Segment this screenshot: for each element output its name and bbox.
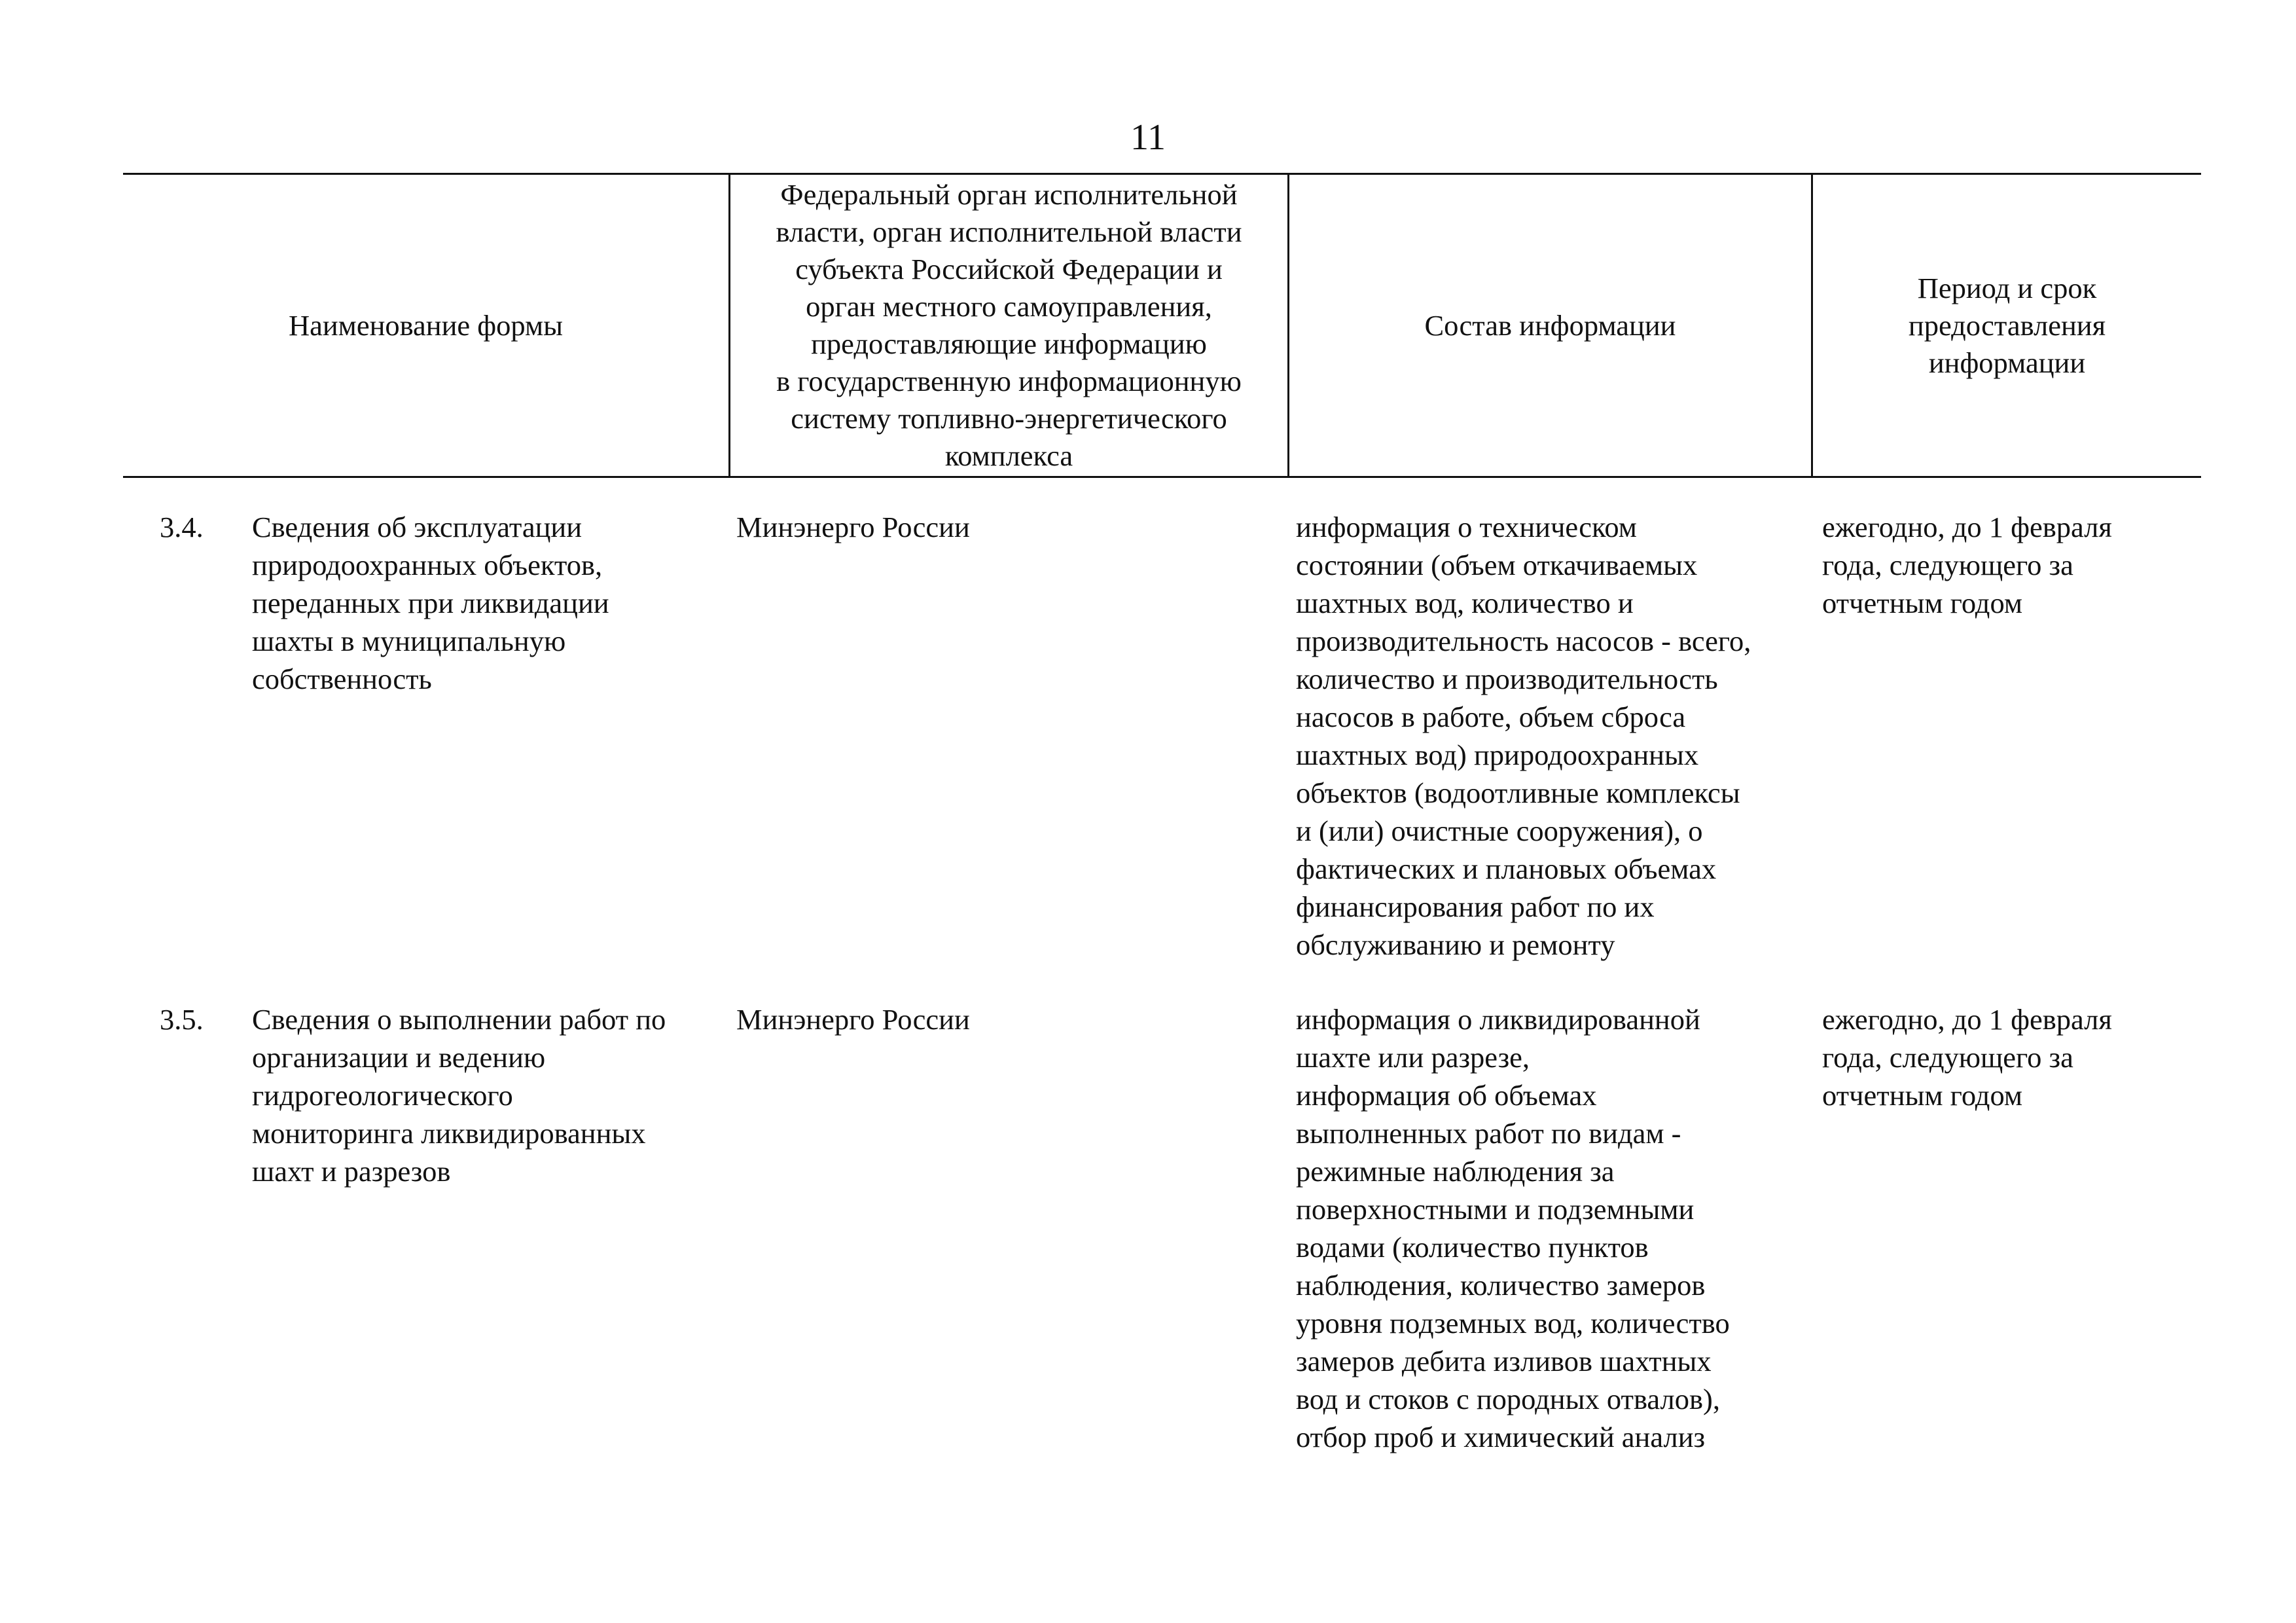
page-number: 11 xyxy=(1130,117,1166,158)
row-authority: Минэнерго России xyxy=(736,511,970,543)
table-row xyxy=(123,1000,2201,1472)
header-form-name xyxy=(123,175,728,476)
row-number: 3.4. xyxy=(160,511,204,543)
header-info-content xyxy=(1289,175,1813,476)
row-info-content: информация о ликвидированной шахте или разрезе, информация об объемах выполненных работ по видам - режимные наблюдения за поверхностными и подземными водами (количество пунктов наблюдения, количество замеров уровня подземных вод, количество замеров дебита изливов шахтных вод и стоков с породных отвалов), отбор проб и химический анализ xyxy=(1296,1003,1730,1453)
row-info-content: информация о техническом состоянии (объем откачиваемых шахтных вод, количество и производительность насосов - всего, количество и производительность насосов в работе, объем сброса шахтных вод) природоохранных объектов (водоотливные комплексы и (или) очистные сооружения), о фактических и плановых объемах финансирования работ по их обслуживанию и ремонту xyxy=(1296,511,1751,961)
row-authority: Минэнерго России xyxy=(736,1003,970,1036)
row-form-name: Сведения об эксплуатации природоохранных объектов, переданных при ликвидации шахты в муниципальную собственность xyxy=(252,511,609,695)
row-period: ежегодно, до 1 февраля года, следующего за отчетным годом xyxy=(1822,511,2112,619)
row-period: ежегодно, до 1 февраля года, следующего за отчетным годом xyxy=(1822,1003,2112,1112)
row-number: 3.5. xyxy=(160,1003,204,1036)
header-info-content-text: Состав информации xyxy=(1424,308,1676,342)
table-row xyxy=(123,508,2201,1000)
header-form-name-text: Наименование формы xyxy=(288,308,564,342)
row-form-name: Сведения о выполнении работ по организации и ведению гидрогеологического мониторинга ликвидированных шахт и разрезов xyxy=(252,1003,666,1188)
header-authority xyxy=(728,175,1289,476)
header-period xyxy=(1813,175,2201,476)
table-body xyxy=(123,508,2201,1472)
document-table xyxy=(123,173,2201,1472)
header-period-text: Период и срок предоставления информации xyxy=(1908,271,2106,379)
table-header xyxy=(123,173,2201,478)
header-authority-text: Федеральный орган исполнительной власти, орган исполнительной власти субъекта Российской Федерации и орган местного самоуправления, предоставляющие информацию в государственную информационную систему топливно-энергетического комплекса xyxy=(776,178,1242,472)
